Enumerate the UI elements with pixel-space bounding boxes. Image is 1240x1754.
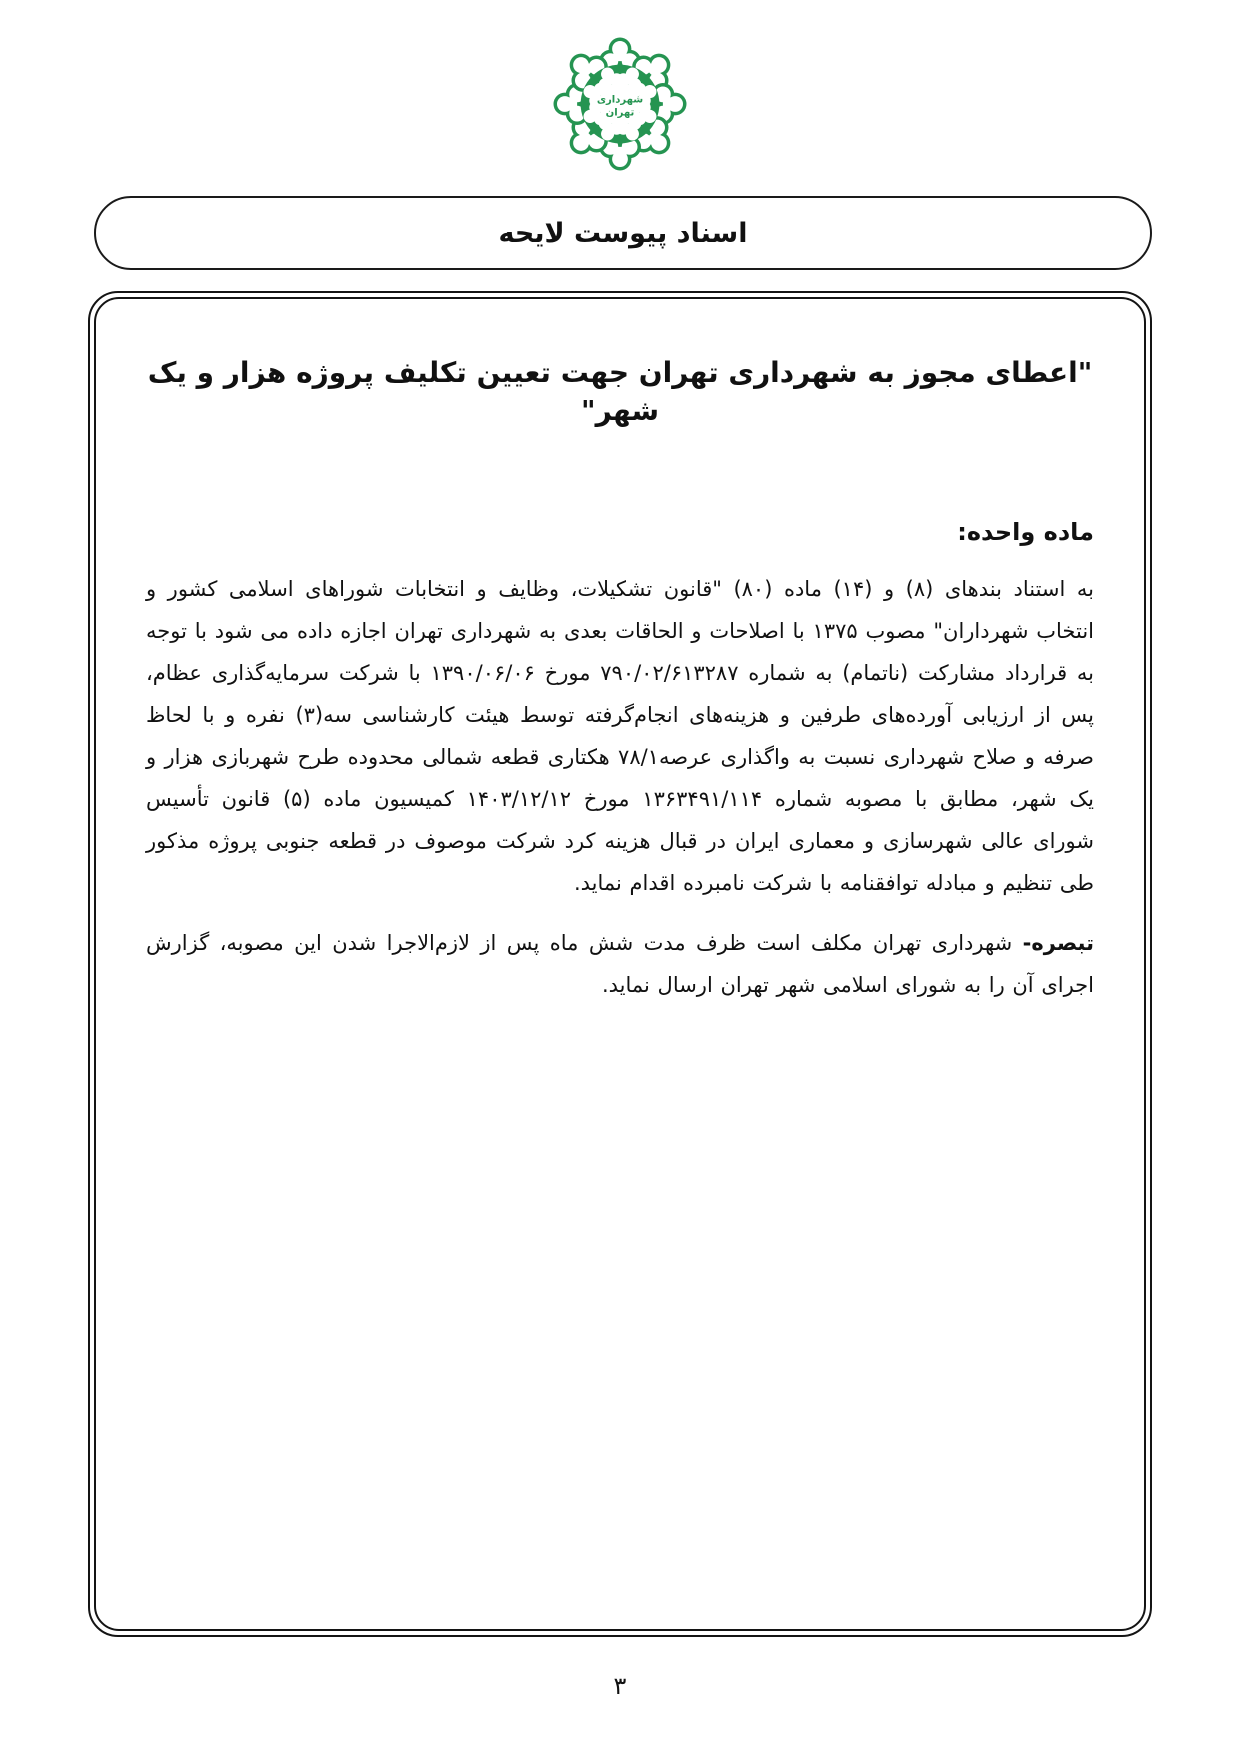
note-label: تبصره-	[1022, 931, 1094, 955]
resolution-frame	[88, 291, 1152, 1637]
resolution-title: "اعطای مجوز به شهرداری تهران جهت تعیین تکلیف پروژه هزار و یک شهر"	[147, 356, 1093, 427]
attachment-banner	[94, 196, 1152, 270]
article-body-paragraph: به استناد بندهای (۸) و (۱۴) ماده (۸۰) "قانون تشکیلات، وظایف و انتخابات شوراهای اسلامی کشور و انتخاب شهرداران" مصوب ۱۳۷۵ با اصلاحات و الحاقات بعدی به شهرداری تهران اجازه داده می شود با توجه به قرارداد مشارکت (ناتمام) به شماره ۷۹۰/۰۲/۶۱۳۲۸۷ مورخ ۱۳۹۰/۰۶/۰۶ با شرکت سرمایه‌گذاری عظام، پس از ارزیابی آورده‌های طرفین و هزینه‌های انجام‌گرفته توسط هیئت کارشناسی سه(۳) نفره و با لحاظ صرفه و صلاح شهرداری نسبت به واگذاری عرصه۷۸/۱ هکتاری قطعه شمالی محدوده طرح شهربازی هزار و یک شهر، مطابق با مصوبه شماره ۱۳۶۳۴۹۱/۱۱۴ مورخ ۱۴۰۳/۱۲/۱۲ کمیسیون ماده (۵) قانون تأسیس شورای عالی شهرسازی و معماری ایران در قبال هزینه کرد شرکت موصوف در قطعه جنوبی پروژه مذکور طی تنظیم و مبادله توافقنامه با شرکت نامبرده اقدام نماید.	[146, 577, 1095, 895]
note-body: شهرداری تهران مکلف است ظرف مدت شش ماه پس از لازم‌الاجرا شدن این مصوبه، گزارش اجرای آن را به شورای اسلامی شهر تهران ارسال نماید.	[146, 931, 1094, 997]
logo-calligraphy-line1: شهرداری	[596, 94, 644, 106]
attachment-banner-label: اسناد پیوست لایحه	[498, 217, 748, 249]
resolution-frame-inner	[94, 297, 1146, 1631]
single-article-heading: ماده واحده:	[957, 518, 1094, 546]
logo-calligraphy-line2: تهران	[605, 107, 635, 119]
tehran-municipality-logo-icon	[550, 34, 690, 174]
note-paragraph	[146, 922, 1094, 1006]
page-number: ۳	[613, 1672, 627, 1700]
